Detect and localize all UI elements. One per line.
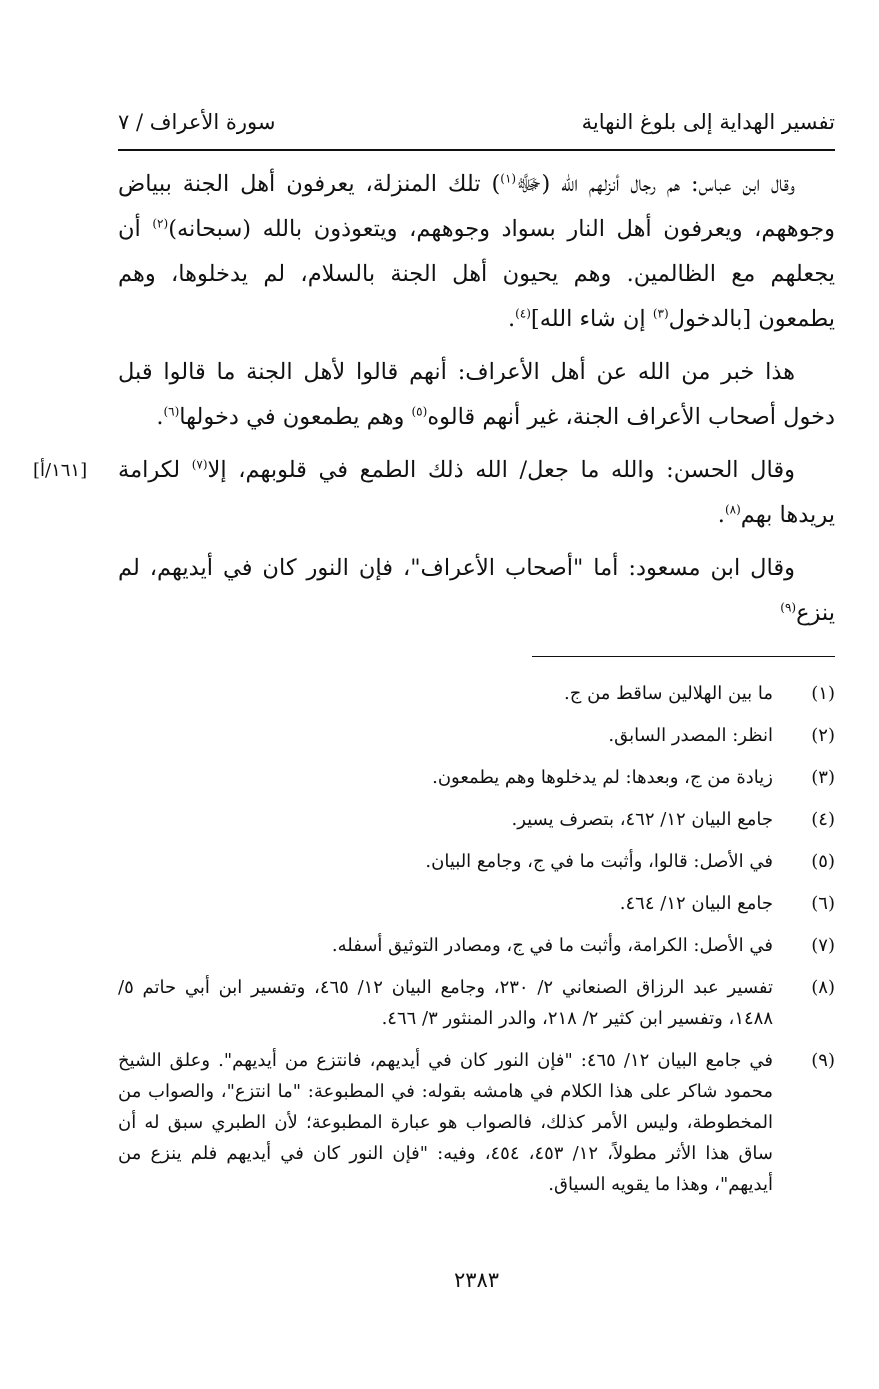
- text-run: وقال الحسن: والله ما جعل/ الله ذلك الطمع في قلوبهم، إلا: [207, 457, 795, 483]
- footnote-number: (٦): [811, 893, 835, 914]
- footnote-ref-7: (٧): [191, 457, 208, 472]
- footnote-number: (٢): [811, 725, 835, 746]
- footnote-ref-8: (٨): [724, 502, 741, 517]
- book-title: تفسير الهداية إلى بلوغ النهاية: [581, 110, 835, 134]
- footnote: [118, 804, 835, 835]
- footnote-text: انظر: المصدر السابق.: [608, 725, 773, 746]
- surah-label: سورة الأعراف / ٧: [118, 110, 276, 134]
- main-text: [33, 162, 835, 644]
- footnote-text: ما بين الهلالين ساقط من ج.: [564, 683, 773, 704]
- footnote: [118, 888, 835, 919]
- footnote-text: في جامع البيان ١٢/ ٤٦٥: "فإن النور كان في أيديهم، فانتزع من أيديهم". وعلق الشيخ محمود شاكر على هذا الكلام في هامشه بقوله: في المطبوعة: "ما انتزع"، والصواب من المخطوطة، وليس الأمر كذلك، فالصواب هو عبارة المطبوعة؛ لأن الطبري سبق له أن ساق هذا الأثر مطولاً، ١٢/ ٤٥٣، ٤٥٤، وفيه: "فإن النور كان في أيديهم فلم ينزع من أيديهم"، وهذا ما يقويه السياق.: [118, 1050, 773, 1195]
- footnote-ref-2: (٢): [152, 216, 169, 231]
- text-run: هذا خبر من الله عن أهل الأعراف: أنهم قالوا لأهل الجنة ما قالوا قبل دخول أصحاب الأعراف الجنة، غير أنهم قالوه: [118, 359, 835, 430]
- footnote-text: في الأصل: قالوا، وأثبت ما في ج، وجامع البيان.: [425, 851, 773, 872]
- footnote: [118, 1045, 835, 1200]
- footnote-number: (٣): [811, 767, 835, 788]
- paragraph-ibn-masud: [118, 546, 835, 636]
- footnote-number: (٧): [811, 935, 835, 956]
- footnote-text: في الأصل: الكرامة، وأثبت ما في ج، ومصادر التوثيق أسفله.: [331, 935, 773, 956]
- page-number: ٢٣٨٣: [453, 1268, 500, 1292]
- footnote: [118, 678, 835, 709]
- footnote: [118, 846, 835, 877]
- text-run: ) تلك المنزلة، يعرفون أهل الجنة ببياض وجوههم، ويعرفون أهل النار بسواد وجوههم، ويتعوذون بالله (سبحانه): [118, 171, 835, 242]
- margin-folio-ref: [١٦١/أ]: [33, 460, 88, 481]
- footnote-number: (٥): [811, 851, 835, 872]
- text-run: لكرامة يريدها بهم: [118, 457, 835, 528]
- footnotes: [118, 678, 835, 1211]
- running-header: [118, 100, 835, 144]
- text-run: .: [507, 306, 516, 332]
- footnote: [118, 930, 835, 961]
- text-run: وقال ابن عباس: هم رجال أنزلهم الله (ﷻ: [516, 171, 795, 197]
- footnote-text: جامع البيان ١٢/ ٤٦٢، بتصرف يسير.: [511, 809, 773, 830]
- text-run: وقال ابن مسعود: أما "أصحاب الأعراف"، فإن النور كان في أيديهم، لم ينزع: [118, 555, 835, 626]
- footnote-number: (١): [811, 683, 835, 704]
- text-run: أن يجعلهم مع الظالمين. وهم يحيون أهل الجنة بالسلام، لم يدخلوها، وهم يطمعون [بالدخول: [118, 216, 835, 332]
- footnote-ref-1: (١): [500, 171, 517, 186]
- footnote-number: (٩): [811, 1050, 835, 1071]
- footnote-text: تفسير عبد الرزاق الصنعاني ٢/ ٢٣٠، وجامع البيان ١٢/ ٤٦٥، وتفسير ابن أبي حاتم ٥/ ١٤٨٨، وتفسير ابن كثير ٢/ ٢١٨، والدر المنثور ٣/ ٤٦٦.: [118, 977, 773, 1029]
- paragraph-khabar: [118, 350, 835, 440]
- text-run: إن شاء الله]: [530, 306, 653, 332]
- text-run: .: [156, 404, 164, 430]
- footnote-number: (٨): [811, 977, 835, 998]
- footnote-separator: [532, 656, 835, 657]
- paragraph-hasan: [33, 448, 835, 538]
- footnote-text: زيادة من ج، وبعدها: لم يدخلوها وهم يطمعون.: [432, 767, 773, 788]
- footnote-number: (٤): [811, 809, 835, 830]
- paragraph-ibn-abbas: [118, 162, 835, 342]
- footnote: [118, 972, 835, 1034]
- text-run: وهم يطمعون في دخولها: [179, 404, 412, 430]
- footnote-ref-6: (٦): [163, 404, 180, 419]
- footnote-ref-5: (٥): [411, 404, 428, 419]
- header-rule: [118, 149, 835, 151]
- footnote-ref-3: (٣): [652, 306, 669, 321]
- footnote: [118, 762, 835, 793]
- footnote-text: جامع البيان ١٢/ ٤٦٤.: [619, 893, 773, 914]
- footnote: [118, 720, 835, 751]
- text-run: .: [717, 502, 725, 528]
- footnote-ref-9: (٩): [780, 600, 797, 615]
- book-page: [33, 100, 835, 1380]
- footnote-ref-4: (٤): [515, 306, 531, 321]
